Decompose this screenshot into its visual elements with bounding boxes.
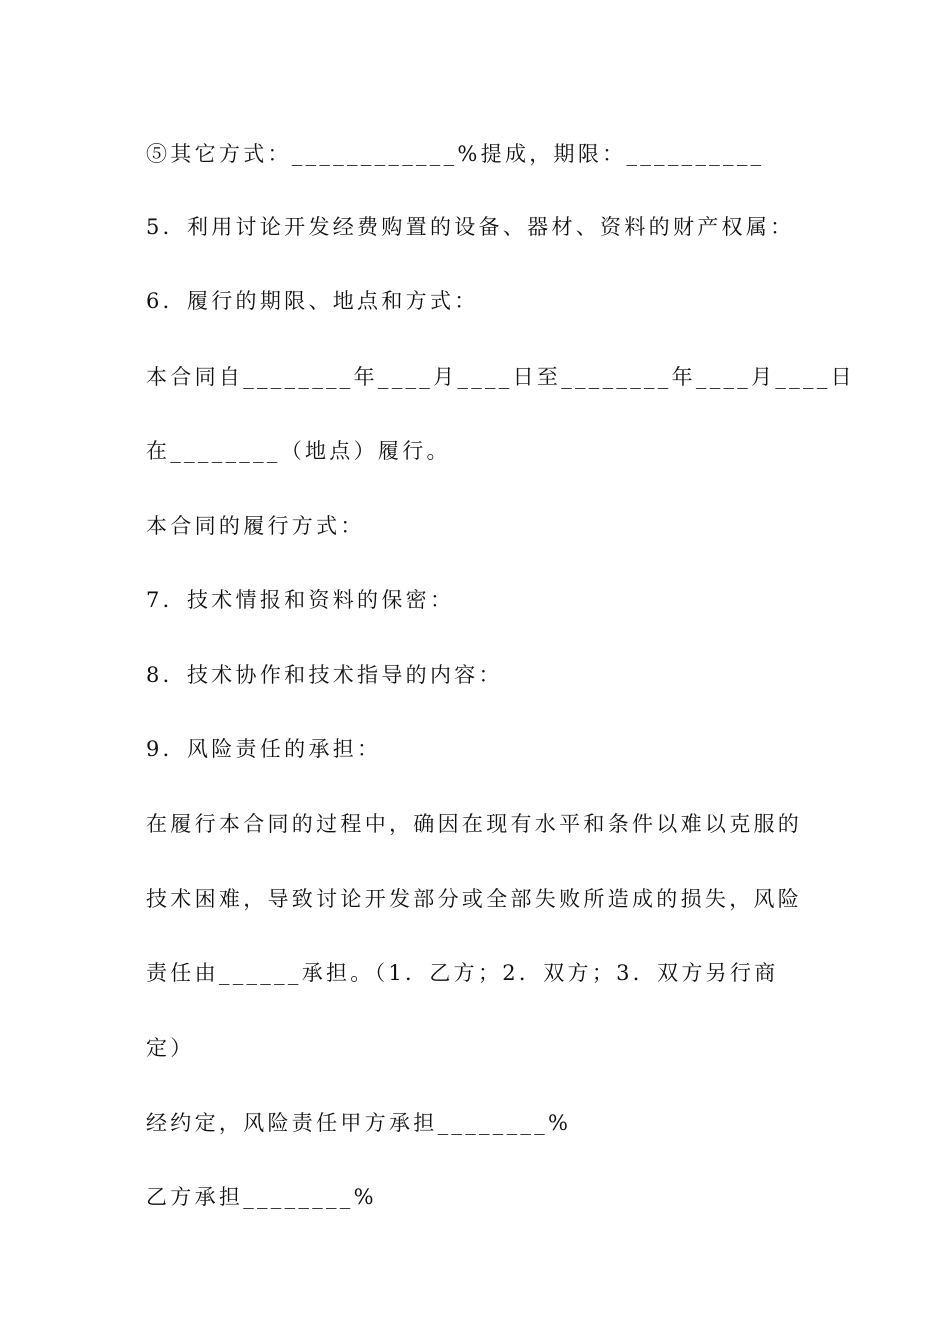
line-party-b-share: 乙方承担________% <box>146 1185 377 1209</box>
paragraph-risk-line-1: 在履行本合同的过程中，确因在现有水平和条件以难以克服的 <box>146 812 803 836</box>
paragraph-risk-line-2: 技术困难，导致讨论开发部分或全部失败所造成的损失，风险 <box>146 887 803 911</box>
line-contract-period: 本合同自________年____月____日至________年____月____日 <box>146 365 855 389</box>
clause-6-performance-terms: 6．履行的期限、地点和方式： <box>146 289 479 313</box>
line-party-a-share: 经约定，风险责任甲方承担________% <box>146 1111 572 1135</box>
paragraph-risk-line-4: 定） <box>146 1036 195 1060</box>
paragraph-risk-line-3: 责任由______承担。（1．乙方；2．双方；3．双方另行商 <box>146 961 779 985</box>
clause-5-property-rights: 5．利用讨论开发经费购置的设备、器材、资料的财产权属： <box>146 215 795 239</box>
clause-8-technical-cooperation: 8．技术协作和技术指导的内容： <box>146 663 503 687</box>
clause-9-risk-liability: 9．风险责任的承担： <box>146 737 382 761</box>
line-performance-location: 在________（地点）履行。 <box>146 439 451 463</box>
clause-7-confidentiality: 7．技术情报和资料的保密： <box>146 588 455 612</box>
line-other-method: ⑤其它方式：____________%提成，期限：__________ <box>146 142 765 166</box>
line-performance-method: 本合同的履行方式： <box>146 514 365 538</box>
